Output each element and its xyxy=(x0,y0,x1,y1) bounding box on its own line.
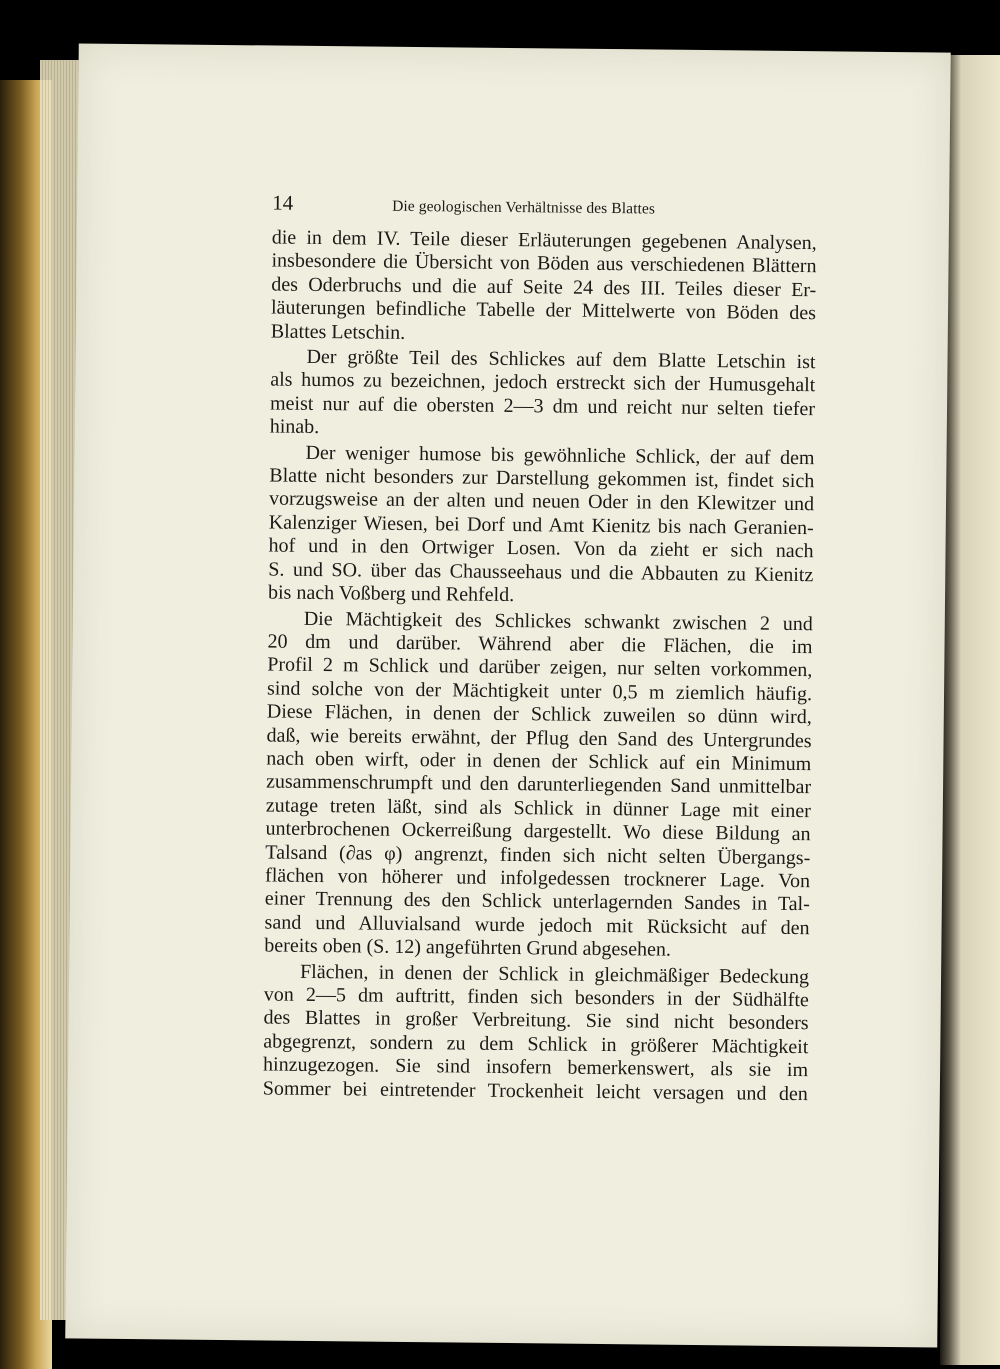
text-line: Profil 2 m Schlick und darüber zeigen, nur selten vorkommen, xyxy=(267,653,813,682)
text-line: die in dem IV. Teile dieser Erläuterungen gegebenen Analysen, xyxy=(271,226,817,255)
text-line: Kalenziger Wiesen, bei Dorf und Amt Kienitz bis nach Geranien- xyxy=(268,511,814,540)
text-line: Der größte Teil des Schlickes auf dem Blatte Letschin ist xyxy=(306,345,816,374)
text-line: einer Trennung des den Schlick unterlagernden Sandes in Tal- xyxy=(264,887,810,916)
text-line: Talsand (∂as φ) angrenzt, finden sich nicht selten Übergangs- xyxy=(265,841,811,869)
page-content xyxy=(263,191,818,1109)
text-line: abgegrenzt, sondern zu dem Schlick in größerer Mächtigkeit xyxy=(263,1030,809,1058)
facing-page-edge xyxy=(940,55,1000,1365)
text-line: Der weniger humose bis gewöhnliche Schlick, der auf dem xyxy=(305,441,815,469)
running-head xyxy=(272,191,817,223)
text-line: nach oben wirft, oder in denen der Schlick auf ein Minimum xyxy=(266,747,812,776)
text-line: Flächen, in denen der Schlick in gleichmäßiger Bedeckung xyxy=(299,960,810,988)
text-line: des Blattes in großer Verbreitung. Sie sind nicht besonders xyxy=(263,1006,809,1035)
paragraph xyxy=(271,227,817,350)
text-line: Sommer bei eintretender Trockenheit leicht versagen und den xyxy=(262,1077,808,1105)
text-line: hof und in den Ortwiger Losen. Von da zieht er sich nach xyxy=(268,534,814,563)
text-line: daß, wie bereits erwähnt, der Pflug den Sand des Untergrundes xyxy=(266,724,812,752)
text-line: flächen von höherer und infolgedessen trocknerer Lage. Von xyxy=(264,864,811,893)
text-line: meist nur auf die obersten 2—3 dm und reicht nur selten tiefer xyxy=(269,392,816,421)
text-line: Blattes Letschin. xyxy=(270,320,406,344)
text-line: insbesondere die Übersicht von Böden aus verschiedenen Blättern xyxy=(271,249,817,278)
text-line: als humos zu bezeichnen, jedoch erstreckt sich der Humusgehalt xyxy=(270,368,816,397)
text-line: vorzugsweise an der alten und neuen Oder in den Klewitzer und xyxy=(268,487,815,516)
text-line: sind solche von der Mächtigkeit unter 0,5 m ziemlich häufig. xyxy=(266,677,813,705)
text-line: sand und Alluvialsand wurde jedoch mit Rücksicht auf den xyxy=(264,911,810,939)
text-line: Diese Flächen, in denen der Schlick zuweilen so dünn wird, xyxy=(266,700,812,729)
paragraph xyxy=(264,607,813,964)
text-line: hinzugezogen. Sie sind insofern bemerkenswert, als sie im xyxy=(263,1053,809,1082)
paragraph xyxy=(270,346,816,445)
page-number: 14 xyxy=(272,190,294,215)
text-line: hinab. xyxy=(269,415,320,439)
text-line: unterbrochenen Ockerreißung dargestellt. Wo diese Bildung an xyxy=(265,817,811,846)
running-title: Die geologischen Verhältnisse des Blattes xyxy=(392,197,656,218)
text-line: Blatte nicht besonders zur Darstellung gekommen ist, findet sich xyxy=(269,464,815,493)
text-line: 20 dm und darüber. Während aber die Flächen, die im xyxy=(267,630,813,659)
text-line: läuterungen befindliche Tabelle der Mittelwerte von Böden des xyxy=(270,296,817,325)
text-line: Die Mächtigkeit des Schlickes schwankt zwischen 2 und xyxy=(303,607,813,635)
body-text xyxy=(263,227,817,1107)
text-line: bis nach Voßberg und Rehfeld. xyxy=(267,581,515,607)
text-line: S. und SO. über das Chausseehaus und die Abbauten zu Kienitz xyxy=(268,558,814,586)
paragraph xyxy=(268,441,815,611)
book-page xyxy=(65,43,951,1347)
text-line: zutage treten läßt, sind als Schlick in dünner Lage mit einer xyxy=(265,794,811,822)
text-line: zusammenschrumpft und den darunterliegenden Sand unmittelbar xyxy=(265,770,812,799)
text-line: von 2—5 dm auftritt, finden sich besonders in der Südhälfte xyxy=(263,983,809,1012)
text-line: des Oderbruchs und die auf Seite 24 des III. Teiles dieser Er- xyxy=(271,273,817,302)
text-line: bereits oben (S. 12) angeführten Grund abgesehen. xyxy=(264,934,672,961)
paragraph xyxy=(263,960,809,1106)
